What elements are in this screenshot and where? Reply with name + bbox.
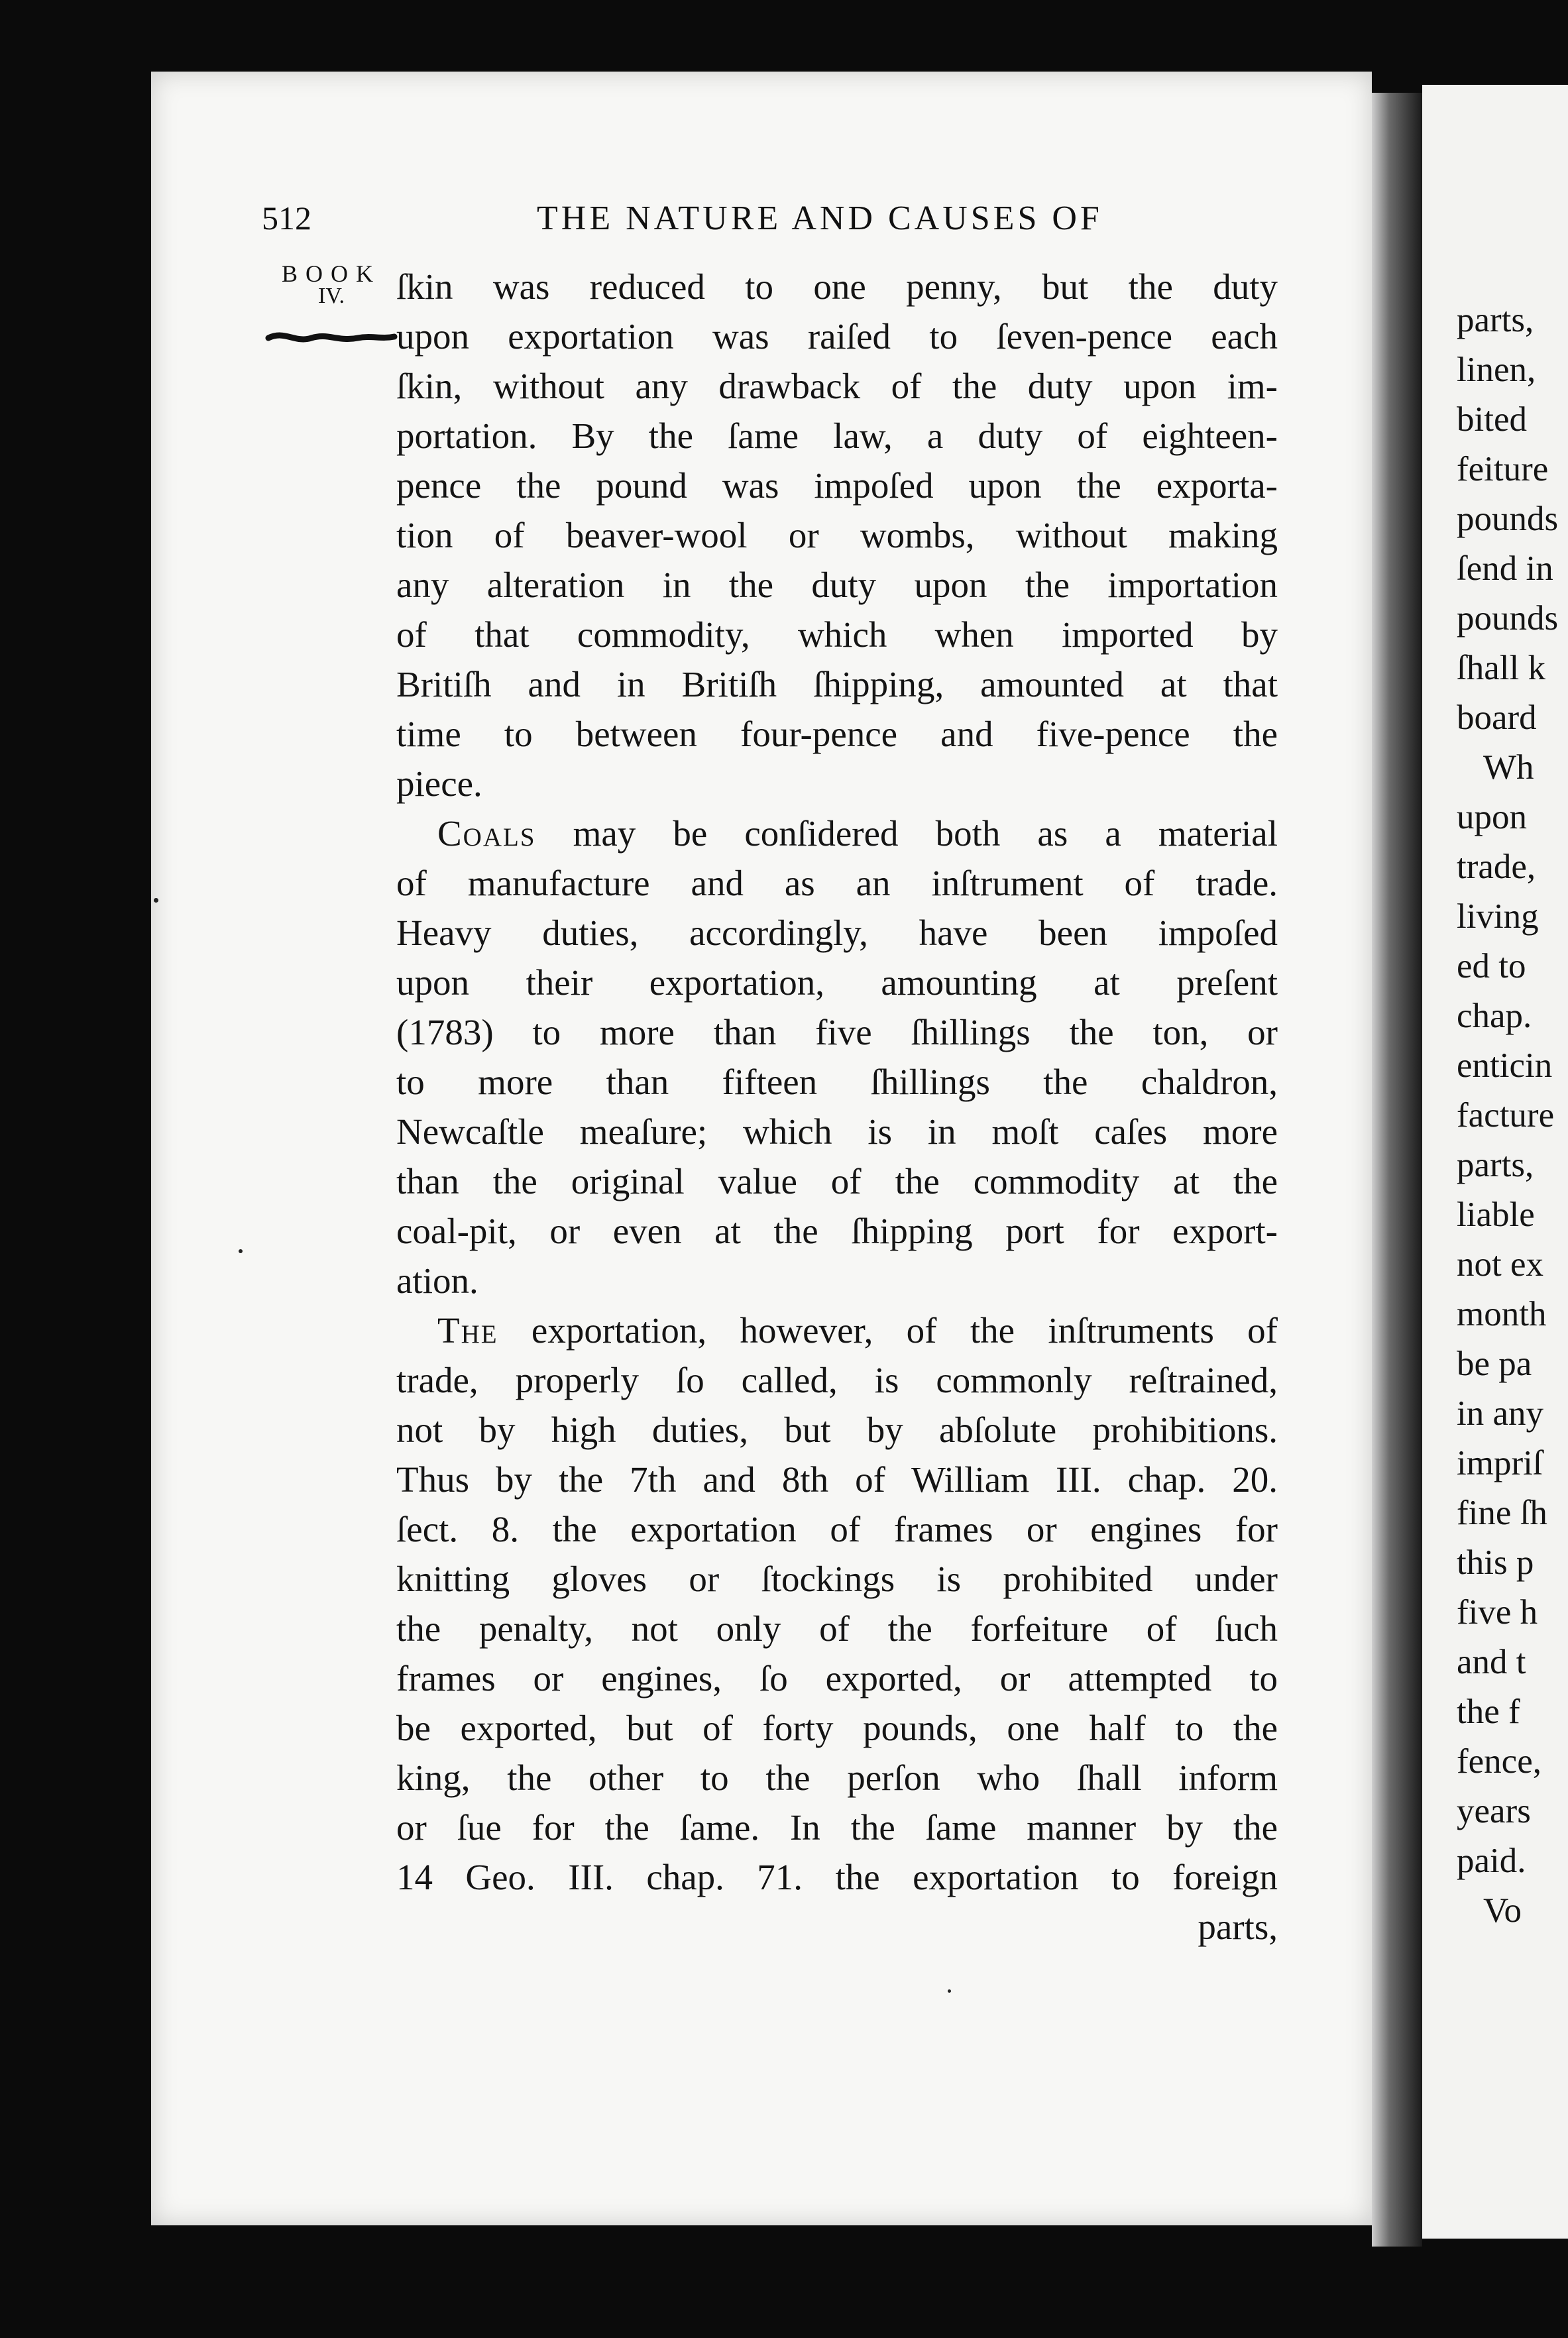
text-line: Britiſh and in Britiſh ſhipping, amounted at that [396,664,1278,704]
right-page-line: the f [1457,1693,1520,1731]
catchword: parts, [1198,1907,1278,1947]
paragraph-3-first-rest: exportation, however, of the inſtruments of [498,1310,1278,1351]
text-line: ſect. 8. the exportation of frames or engines for [396,1509,1278,1549]
right-page-line: and t [1457,1643,1526,1681]
margin-book-number: IV. [318,284,345,308]
right-page-line: liable [1457,1196,1535,1234]
right-page-line: pounds [1457,500,1559,538]
right-page-line: enticin [1457,1046,1553,1085]
right-page-line: five h [1457,1593,1538,1632]
right-page-line: parts, [1457,301,1534,339]
ink-speck [154,898,158,903]
ink-speck [239,1249,243,1253]
running-head [262,199,1272,245]
paragraph-3-lead: The [437,1310,498,1351]
text-line: trade, properly ſo called, is commonly reſtrained, [396,1360,1278,1400]
right-page-line: impriſ [1457,1444,1543,1482]
text-line: portation. By the ſame law, a duty of eighteen- [396,416,1278,456]
text-line: than the original value of the commodity at the [396,1161,1278,1201]
right-page-line: ſend in [1457,549,1553,588]
right-page-line: Wh [1483,748,1534,787]
right-page-line: fine ſh [1457,1494,1547,1532]
right-page-line: this p [1457,1543,1534,1582]
right-page-line: facture [1457,1096,1555,1135]
text-line: king, the other to the perſon who ſhall inform [396,1757,1278,1798]
running-title: THE NATURE AND CAUSES OF [537,199,1103,237]
paragraph-2-lead: Coals [437,813,536,854]
paragraph-3-first-line [396,1306,1278,1355]
text-line: frames or engines, ſo exported, or attempted to [396,1658,1278,1698]
text-line: the penalty, not only of the forfeiture of ſuch [396,1608,1278,1649]
right-page-line: ed to [1457,947,1526,985]
text-line: any alteration in the duty upon the importation [396,565,1278,605]
right-page-text [1457,296,1568,1936]
text-line: ſkin was reduced to one penny, but the duty [396,266,1278,307]
text-line: piece. [396,763,482,804]
paragraph-2 [396,858,1278,1306]
margin-book-label: BOOK [281,260,381,287]
right-page-line: board [1457,698,1537,737]
text-line: to more than fifteen ſhillings the chaldron, [396,1062,1278,1102]
text-line: Thus by the 7th and 8th of William III. chap. 20. [396,1459,1278,1500]
flourish-ornament [265,323,398,350]
text-line: tion of beaver-wool or wombs, without making [396,515,1278,555]
right-page-line: ſhall k [1457,649,1545,687]
text-line: of manufacture and as an inſtrument of trade. [396,863,1278,903]
right-page-line: upon [1457,798,1527,836]
paragraph-3 [396,1355,1278,1902]
paragraph-2-first-rest: may be conſidered both as a material [535,813,1278,854]
text-line: upon exportation was raiſed to ſeven-pence each [396,316,1278,357]
right-page-line: paid. [1457,1842,1526,1880]
page-number: 512 [262,199,311,237]
right-page-line: parts, [1457,1146,1534,1184]
right-page-line: bited [1457,400,1527,439]
right-page-line: pounds [1457,599,1559,638]
paragraph-1 [396,262,1278,808]
text-line: 14 Geo. III. chap. 71. the exportation to foreign [396,1857,1278,1897]
right-page-line: fence, [1457,1742,1541,1781]
margin-note [265,260,398,309]
ink-speck [948,1989,951,1993]
right-page-line: trade, [1457,848,1536,886]
body-text [396,262,1278,1952]
right-page-line: in any [1457,1394,1543,1433]
paragraph-2-first-line [396,808,1278,858]
text-line: upon their exportation, amounting at preſent [396,962,1278,1003]
right-page-line: years [1457,1792,1531,1830]
text-line: pence the pound was impoſed upon the exporta- [396,465,1278,506]
right-page-line: not ex [1457,1245,1543,1284]
right-page-line: Vo [1483,1891,1522,1930]
right-page-line: feiture [1457,450,1549,488]
text-line: time to between four-pence and five-pence the [396,714,1278,754]
text-line: Newcaſtle meaſure; which is in moſt caſes more [396,1111,1278,1152]
text-line: (1783) to more than five ſhillings the ton, or [396,1012,1278,1052]
right-page-line: be pa [1457,1345,1532,1383]
text-line: Heavy duties, accordingly, have been impoſed [396,913,1278,953]
text-line: ation. [396,1260,478,1301]
text-line: or ſue for the ſame. In the ſame manner by the [396,1807,1278,1848]
right-page-line: linen, [1457,351,1536,389]
book-gutter [1372,93,1422,2247]
right-page-line: chap. [1457,997,1532,1035]
text-line: ſkin, without any drawback of the duty upon im- [396,366,1278,406]
text-line: of that commodity, which when imported by [396,614,1278,655]
text-line: be exported, but of forty pounds, one half to the [396,1708,1278,1748]
right-page [1422,85,1568,2239]
right-page-line: month [1457,1295,1547,1333]
right-page-line: living [1457,897,1539,936]
text-line: coal-pit, or even at the ſhipping port for export- [396,1211,1278,1251]
text-line: knitting gloves or ſtockings is prohibited under [396,1559,1278,1599]
text-line: not by high duties, but by abſolute prohibitions. [396,1410,1278,1450]
